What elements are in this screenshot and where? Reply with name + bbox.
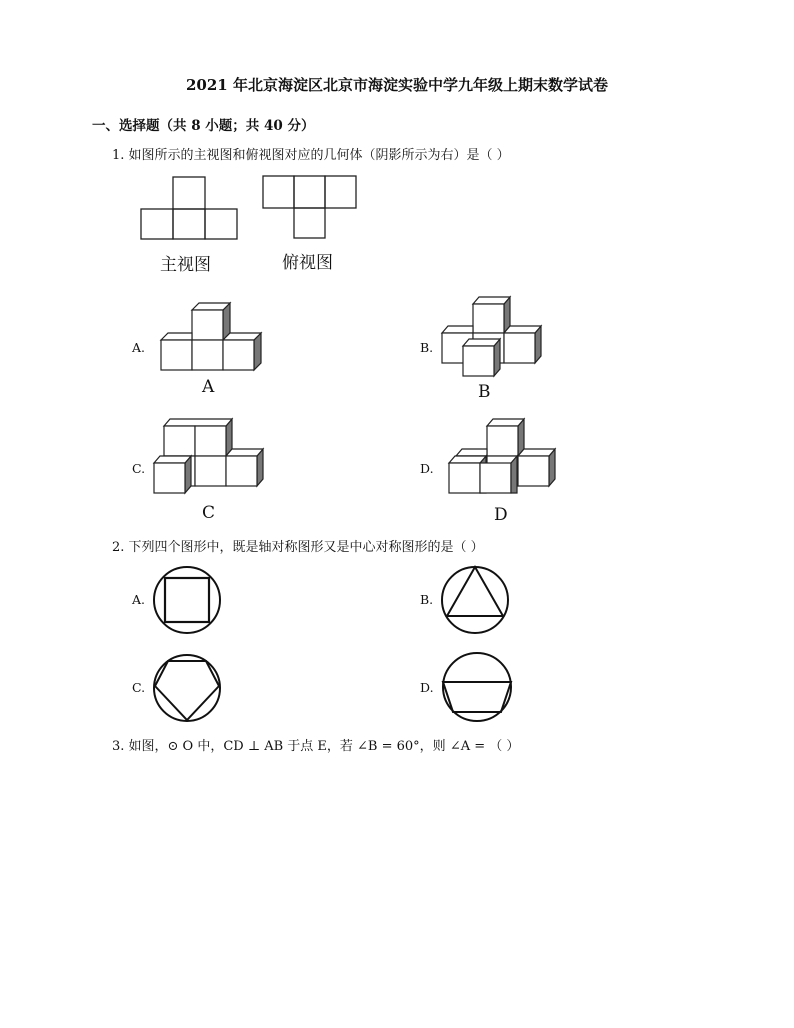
q2-option-a-square-in-circle[interactable] bbox=[152, 565, 222, 635]
q2-option-d-trapezoid-in-circle[interactable] bbox=[440, 651, 514, 723]
top-view-figure bbox=[262, 175, 362, 240]
q1-option-b-solid[interactable] bbox=[442, 296, 552, 381]
q1-option-c-caption: C bbox=[202, 503, 216, 523]
q1-option-a-solid[interactable] bbox=[160, 300, 270, 375]
q1-option-b-label[interactable]: B. bbox=[420, 340, 434, 355]
q1-option-d-solid[interactable] bbox=[448, 418, 563, 498]
q2-option-c-pentagon-in-circle[interactable] bbox=[152, 653, 222, 723]
question-1-stem: 1. 如图所示的主视图和俯视图对应的几何体（阴影所示为右）是（ ） bbox=[112, 148, 510, 163]
q1-option-d-caption: D bbox=[494, 505, 508, 525]
front-view-figure bbox=[140, 175, 240, 240]
q2-option-b-label[interactable]: B. bbox=[420, 592, 434, 607]
page-title: 2021 年北京海淀区北京市海淀实验中学九年级上期末数学试卷 bbox=[186, 76, 608, 94]
q1-option-d-label[interactable]: D. bbox=[420, 461, 434, 476]
q1-option-c-label[interactable]: C. bbox=[132, 461, 146, 476]
q1-option-b-caption: B bbox=[478, 382, 491, 402]
q2-option-a-label[interactable]: A. bbox=[132, 592, 146, 607]
front-view-caption: 主视图 bbox=[160, 255, 211, 275]
section-heading: 一、选择题（共 8 小题；共 40 分） bbox=[92, 118, 315, 134]
question-2-stem: 2. 下列四个图形中，既是轴对称图形又是中心对称图形的是（ ） bbox=[112, 540, 484, 555]
q2-option-c-label[interactable]: C. bbox=[132, 680, 146, 695]
question-3-stem: 3. 如图，⊙ O 中，CD ⊥ AB 于点 E，若 ∠B = 60°，则 ∠A = （ ） bbox=[112, 739, 520, 754]
q2-option-d-label[interactable]: D. bbox=[420, 680, 434, 695]
q1-option-a-caption: A bbox=[202, 377, 215, 397]
q1-option-a-label[interactable]: A. bbox=[132, 340, 146, 355]
top-view-caption: 俯视图 bbox=[282, 253, 333, 273]
q2-option-b-triangle-in-circle[interactable] bbox=[440, 565, 510, 635]
q1-option-c-solid[interactable] bbox=[153, 418, 268, 498]
